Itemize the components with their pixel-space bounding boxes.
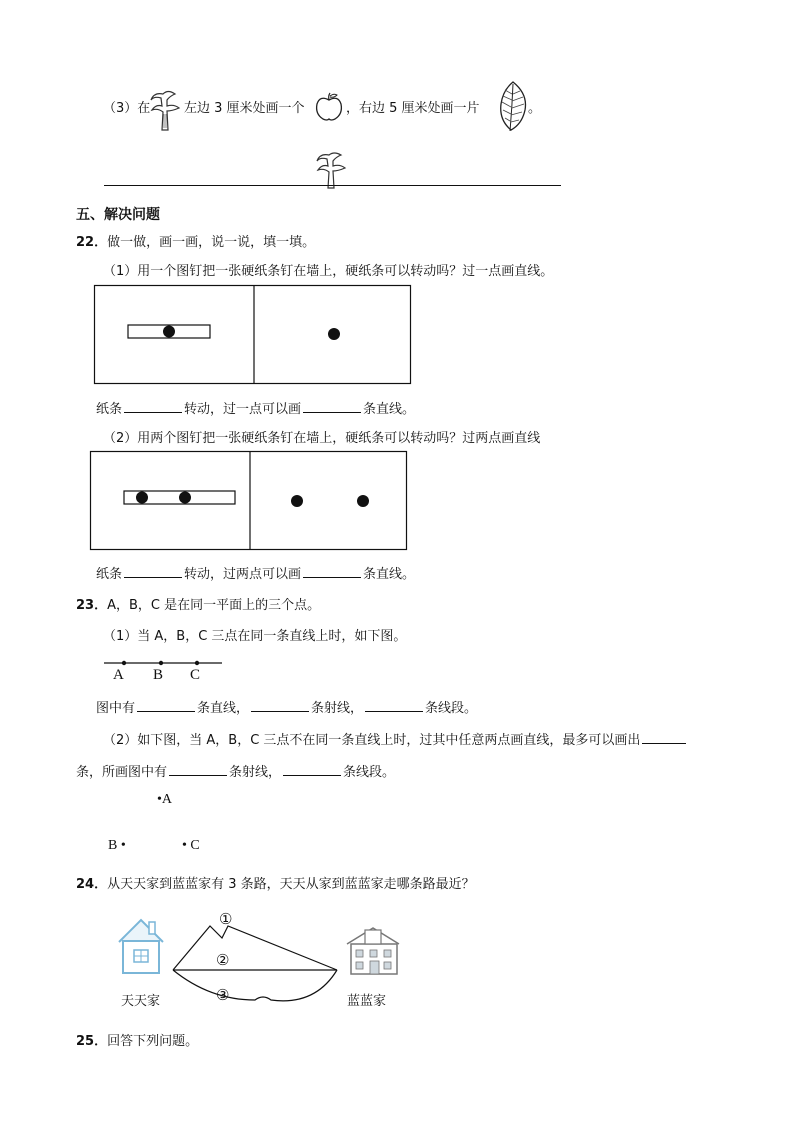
q23-text: A，B，C 是在同一平面上的三个点。 — [107, 598, 321, 613]
q21-mid2: ，右边 5 厘米处画一片 — [346, 101, 480, 116]
q24-text: 从天天家到蓝蓝家有 3 条路，天天从家到蓝蓝家走哪条路最近？ — [107, 877, 475, 892]
point-a-dot — [122, 661, 126, 665]
q23-number: 23． — [76, 598, 108, 613]
answer-blank[interactable] — [169, 762, 227, 776]
q25-text: 回答下列问题。 — [107, 1034, 199, 1049]
home-right-label: 蓝蓝家 — [347, 993, 387, 1008]
fill-text: 条射线， — [229, 765, 282, 780]
q21-part3 — [103, 97, 150, 116]
q21-prefix: （3）在 — [103, 101, 151, 116]
point-c-dot — [195, 661, 199, 665]
fill-text: 纸条 — [96, 567, 123, 582]
point-a: •A — [157, 792, 173, 807]
q21-mid1: 左边 3 厘米处画一个 — [184, 101, 305, 116]
q21-end: 。 — [528, 101, 542, 116]
q25-stem — [76, 1030, 198, 1049]
q23-part1-question: （1）当 A，B，C 三点在同一条直线上时，如下图。 — [103, 629, 407, 644]
point-label-c: C — [190, 667, 201, 683]
q22-number: 22． — [76, 235, 108, 250]
building-icon — [347, 928, 399, 974]
answer-blank[interactable] — [124, 399, 182, 413]
q22-part1-figure — [94, 285, 412, 385]
answer-blank[interactable] — [283, 762, 341, 776]
q24-number: 24． — [76, 877, 108, 892]
answer-blank[interactable] — [137, 698, 195, 712]
answer-blank[interactable] — [642, 730, 686, 744]
point-b: B • — [108, 838, 126, 853]
pin-dot — [163, 326, 175, 338]
route-label-3: ③ — [216, 988, 230, 1004]
home-left-label: 天天家 — [121, 993, 161, 1008]
q22-part2-fill — [96, 563, 415, 582]
q23-part2-question — [103, 729, 688, 748]
leaf-icon — [496, 80, 530, 132]
answer-blank[interactable] — [124, 564, 182, 578]
fill-text: 条直线， — [197, 701, 250, 716]
q23-part2-fill — [76, 761, 395, 780]
point-dot — [291, 495, 303, 507]
route-3 — [173, 970, 337, 1001]
answer-blank[interactable] — [251, 698, 309, 712]
answer-blank[interactable] — [303, 399, 361, 413]
fill-text: 条射线， — [311, 701, 364, 716]
q22-part2-figure — [90, 451, 408, 551]
tree-icon — [314, 152, 348, 188]
point-label-a: A — [113, 667, 124, 683]
pin-dot — [136, 492, 148, 504]
q23-part1-fill — [96, 697, 477, 716]
fill-text: 图中有 — [96, 701, 136, 716]
point-dot — [328, 328, 340, 340]
fill-text: 纸条 — [96, 402, 123, 417]
fill-text: 转动，过一点可以画 — [184, 402, 302, 417]
route-label-1: ① — [219, 912, 233, 928]
point-label-b: B — [153, 667, 164, 683]
answer-blank[interactable] — [303, 564, 361, 578]
fill-text: （2）如下图，当 A，B，C 三点不在同一条直线上时，过其中任意两点画直线，最多可以画出 — [103, 733, 641, 748]
route-1 — [173, 926, 337, 970]
q22-part1-question: （1）用一个图钉把一张硬纸条钉在墙上，硬纸条可以转动吗？过一点画直线。 — [103, 264, 554, 279]
house-icon — [119, 920, 163, 973]
fill-text: 条直线。 — [363, 567, 416, 582]
q24-stem — [76, 873, 475, 892]
tree-icon — [148, 90, 182, 130]
q22-part2-question: （2）用两个图钉把一张硬纸条钉在墙上，硬纸条可以转动吗？过两点画直线 — [103, 431, 541, 446]
point-c: • C — [182, 838, 200, 853]
q22-text: 做一做，画一画，说一说，填一填。 — [107, 235, 316, 250]
fill-text: 条，所画图中有 — [76, 765, 168, 780]
q23-stem — [76, 594, 320, 613]
answer-blank[interactable] — [365, 698, 423, 712]
q22-stem — [76, 231, 315, 250]
apple-icon — [314, 92, 344, 122]
section-title: 五、解决问题 — [76, 207, 160, 223]
fill-text: 条线段。 — [343, 765, 396, 780]
drawing-baseline — [104, 185, 561, 186]
pin-dot — [179, 492, 191, 504]
fill-text: 条线段。 — [425, 701, 478, 716]
q25-number: 25． — [76, 1034, 108, 1049]
route-label-2: ② — [216, 953, 230, 969]
fill-text: 转动，过两点可以画 — [184, 567, 302, 582]
q22-part1-fill — [96, 398, 415, 417]
point-b-dot — [159, 661, 163, 665]
point-dot — [357, 495, 369, 507]
fill-text: 条直线。 — [363, 402, 416, 417]
